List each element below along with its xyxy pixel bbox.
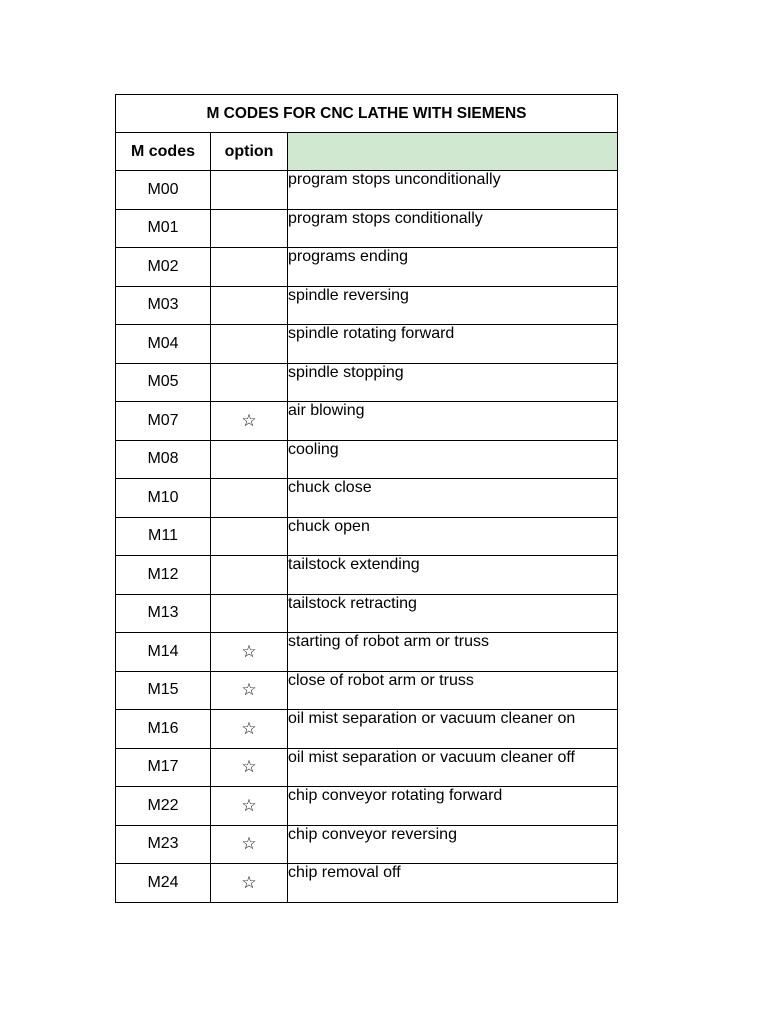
option-cell: [211, 440, 288, 479]
m-code-cell: M13: [116, 594, 211, 633]
m-code-cell: M05: [116, 363, 211, 402]
table-title: M CODES FOR CNC LATHE WITH SIEMENS: [116, 95, 618, 133]
description-cell: spindle rotating forward: [288, 325, 618, 364]
table-row: [116, 556, 618, 595]
m-code-cell: M03: [116, 286, 211, 325]
option-star-icon: ☆: [211, 710, 288, 749]
option-star-icon: ☆: [211, 787, 288, 826]
m-code-cell: M07: [116, 402, 211, 441]
table-row: [116, 325, 618, 364]
table-row: [116, 286, 618, 325]
table-row: [116, 363, 618, 402]
m-code-cell: M10: [116, 479, 211, 518]
description-cell: program stops unconditionally: [288, 171, 618, 210]
description-cell: chip removal off: [288, 864, 618, 903]
m-code-cell: M24: [116, 864, 211, 903]
table-row: [116, 825, 618, 864]
option-cell: [211, 248, 288, 287]
m-code-cell: M16: [116, 710, 211, 749]
description-cell: oil mist separation or vacuum cleaner on: [288, 710, 618, 749]
m-codes-table: [115, 94, 618, 903]
option-cell: [211, 286, 288, 325]
table-title-row: [116, 95, 618, 133]
option-cell: [211, 325, 288, 364]
description-cell: starting of robot arm or truss: [288, 633, 618, 672]
description-cell: cooling: [288, 440, 618, 479]
m-code-cell: M12: [116, 556, 211, 595]
table-row: [116, 517, 618, 556]
description-cell: close of robot arm or truss: [288, 671, 618, 710]
m-code-cell: M08: [116, 440, 211, 479]
option-star-icon: ☆: [211, 402, 288, 441]
table-row: [116, 864, 618, 903]
description-cell: tailstock retracting: [288, 594, 618, 633]
option-star-icon: ☆: [211, 825, 288, 864]
m-code-cell: M14: [116, 633, 211, 672]
option-cell: [211, 363, 288, 402]
table-row: [116, 402, 618, 441]
option-star-icon: ☆: [211, 748, 288, 787]
option-cell: [211, 517, 288, 556]
m-code-cell: M01: [116, 209, 211, 248]
table-header-row: [116, 133, 618, 171]
option-cell: [211, 479, 288, 518]
table-row: [116, 787, 618, 826]
description-cell: program stops conditionally: [288, 209, 618, 248]
m-code-cell: M04: [116, 325, 211, 364]
table-row: [116, 171, 618, 210]
m-code-cell: M11: [116, 517, 211, 556]
table-row: [116, 440, 618, 479]
m-code-cell: M02: [116, 248, 211, 287]
option-cell: [211, 594, 288, 633]
m-code-cell: M17: [116, 748, 211, 787]
header-option: option: [211, 133, 288, 171]
description-cell: chuck close: [288, 479, 618, 518]
description-cell: chuck open: [288, 517, 618, 556]
description-cell: air blowing: [288, 402, 618, 441]
option-cell: [211, 209, 288, 248]
description-cell: tailstock extending: [288, 556, 618, 595]
table-row: [116, 633, 618, 672]
m-code-cell: M00: [116, 171, 211, 210]
option-star-icon: ☆: [211, 633, 288, 672]
table-row: [116, 479, 618, 518]
table-row: [116, 671, 618, 710]
m-code-cell: M15: [116, 671, 211, 710]
m-code-cell: M22: [116, 787, 211, 826]
table-row: [116, 248, 618, 287]
m-code-cell: M23: [116, 825, 211, 864]
description-cell: spindle stopping: [288, 363, 618, 402]
header-description: [288, 133, 618, 171]
description-cell: oil mist separation or vacuum cleaner off: [288, 748, 618, 787]
description-cell: chip conveyor rotating forward: [288, 787, 618, 826]
table-row: [116, 594, 618, 633]
header-m-codes: M codes: [116, 133, 211, 171]
table-row: [116, 710, 618, 749]
description-cell: programs ending: [288, 248, 618, 287]
option-star-icon: ☆: [211, 671, 288, 710]
option-cell: [211, 171, 288, 210]
description-cell: spindle reversing: [288, 286, 618, 325]
option-star-icon: ☆: [211, 864, 288, 903]
table-row: [116, 209, 618, 248]
description-cell: chip conveyor reversing: [288, 825, 618, 864]
table-row: [116, 748, 618, 787]
option-cell: [211, 556, 288, 595]
